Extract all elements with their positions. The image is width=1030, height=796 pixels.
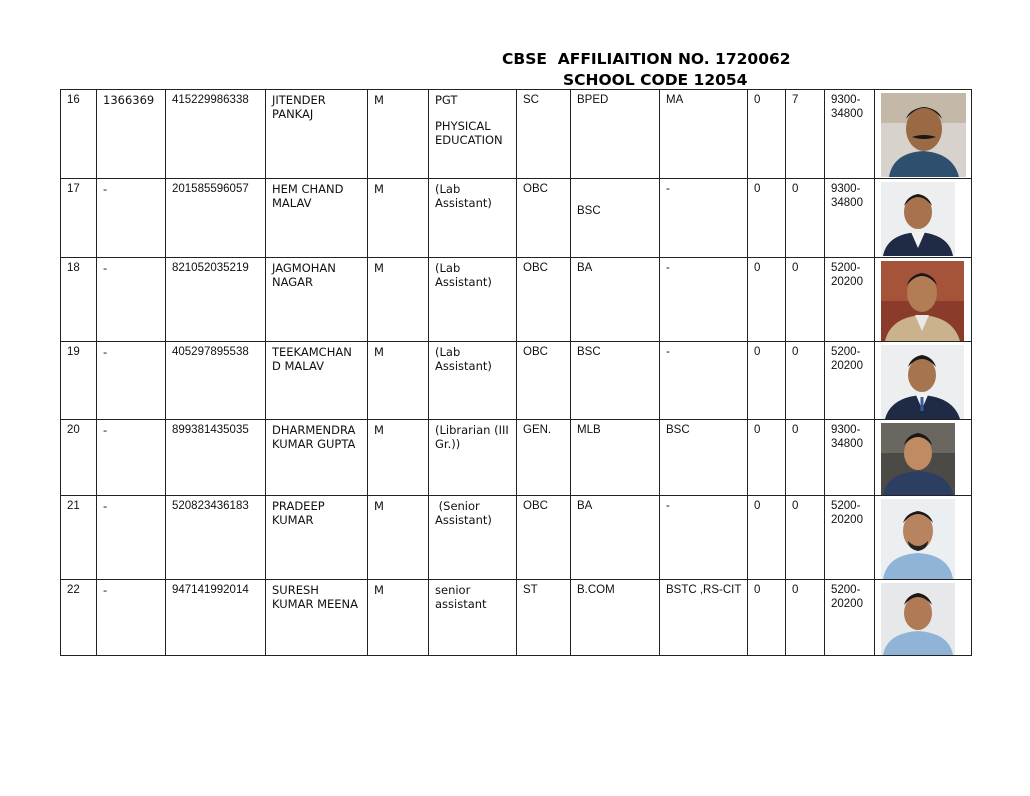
gender: M (368, 258, 429, 342)
employee-code: - (97, 580, 166, 656)
staff-photo-cell (875, 580, 972, 656)
table-row (61, 258, 972, 342)
count-2: 7 (786, 90, 825, 179)
pay-scale: 9300-34800 (825, 90, 875, 179)
pay-scale: 5200-20200 (825, 496, 875, 580)
table-row (61, 580, 972, 656)
pay-scale: 5200-20200 (825, 342, 875, 420)
employee-code: - (97, 179, 166, 258)
staff-photo-cell (875, 420, 972, 496)
staff-name: SURESH KUMAR MEENA (266, 580, 368, 656)
staff-name: PRADEEP KUMAR (266, 496, 368, 580)
staff-photo-cell (875, 90, 972, 179)
serial-number: 16 (61, 90, 97, 179)
count-2: 0 (786, 258, 825, 342)
designation: (Lab Assistant) (429, 342, 517, 420)
table-row (61, 342, 972, 420)
count-1: 0 (748, 342, 786, 420)
staff-photo (881, 182, 955, 256)
aadhaar-number: 947141992014 (166, 580, 266, 656)
aadhaar-number: 520823436183 (166, 496, 266, 580)
count-1: 0 (748, 258, 786, 342)
category: OBC (517, 179, 571, 258)
staff-name: TEEKAMCHAN D MALAV (266, 342, 368, 420)
count-1: 0 (748, 90, 786, 179)
category: SC (517, 90, 571, 179)
qualification-2: - (660, 342, 748, 420)
designation: (Senior Assistant) (429, 496, 517, 580)
staff-name: JITENDER PANKAJ (266, 90, 368, 179)
designation: senior assistant (429, 580, 517, 656)
count-1: 0 (748, 496, 786, 580)
count-1: 0 (748, 580, 786, 656)
staff-photo (881, 423, 955, 495)
affiliation-heading: CBSE AFFILIAITION NO. 1720062 (502, 50, 791, 68)
pay-scale: 9300-34800 (825, 179, 875, 258)
staff-photo-cell (875, 179, 972, 258)
qualification-2: BSC (660, 420, 748, 496)
designation: (Lab Assistant) (429, 258, 517, 342)
serial-number: 22 (61, 580, 97, 656)
staff-photo-cell (875, 342, 972, 420)
designation: (Librarian (III Gr.)) (429, 420, 517, 496)
post-label: PGT (435, 93, 458, 107)
serial-number: 20 (61, 420, 97, 496)
count-1: 0 (748, 420, 786, 496)
staff-photo (881, 261, 964, 341)
gender: M (368, 496, 429, 580)
qualification-1: BA (571, 258, 660, 342)
employee-code: - (97, 420, 166, 496)
staff-photo-cell (875, 496, 972, 580)
table-row (61, 420, 972, 496)
qualification-1: BSC (571, 342, 660, 420)
aadhaar-number: 201585596057 (166, 179, 266, 258)
designation (429, 90, 517, 179)
staff-photo (881, 499, 955, 579)
qualification-2: - (660, 179, 748, 258)
qualification-1: BA (571, 496, 660, 580)
qualification-1: MLB (571, 420, 660, 496)
gender: M (368, 90, 429, 179)
count-2: 0 (786, 342, 825, 420)
staff-photo (881, 583, 955, 655)
school-code-heading: SCHOOL CODE 12054 (563, 71, 748, 89)
aadhaar-number: 899381435035 (166, 420, 266, 496)
aadhaar-number: 821052035219 (166, 258, 266, 342)
table-row (61, 179, 972, 258)
qualification-2: - (660, 496, 748, 580)
category: ST (517, 580, 571, 656)
staff-table (60, 89, 972, 656)
qualification-2: - (660, 258, 748, 342)
pay-scale: 5200-20200 (825, 580, 875, 656)
gender: M (368, 580, 429, 656)
staff-name: HEM CHAND MALAV (266, 179, 368, 258)
staff-name: JAGMOHAN NAGAR (266, 258, 368, 342)
pay-scale: 9300-34800 (825, 420, 875, 496)
count-2: 0 (786, 179, 825, 258)
qualification-1: B.COM (571, 580, 660, 656)
gender: M (368, 342, 429, 420)
serial-number: 18 (61, 258, 97, 342)
qualification-1 (571, 179, 660, 258)
employee-code: - (97, 496, 166, 580)
pay-scale: 5200-20200 (825, 258, 875, 342)
gender: M (368, 420, 429, 496)
category: GEN. (517, 420, 571, 496)
employee-code: 1366369 (97, 90, 166, 179)
count-1: 0 (748, 179, 786, 258)
serial-number: 17 (61, 179, 97, 258)
category: OBC (517, 496, 571, 580)
table-row (61, 90, 972, 179)
designation: (Lab Assistant) (429, 179, 517, 258)
employee-code: - (97, 342, 166, 420)
qualification-1-text: BSC (577, 205, 601, 217)
count-2: 0 (786, 580, 825, 656)
count-2: 0 (786, 420, 825, 496)
staff-photo (881, 93, 966, 177)
serial-number: 19 (61, 342, 97, 420)
category: OBC (517, 258, 571, 342)
subject-label: PHYSICAL EDUCATION (435, 119, 503, 147)
qualification-2: BSTC ,RS-CIT (660, 580, 748, 656)
aadhaar-number: 405297895538 (166, 342, 266, 420)
gender: M (368, 179, 429, 258)
staff-photo (881, 345, 964, 419)
employee-code: - (97, 258, 166, 342)
staff-name: DHARMENDRA KUMAR GUPTA (266, 420, 368, 496)
table-row (61, 496, 972, 580)
qualification-2: MA (660, 90, 748, 179)
staff-photo-cell (875, 258, 972, 342)
aadhaar-number: 415229986338 (166, 90, 266, 179)
count-2: 0 (786, 496, 825, 580)
category: OBC (517, 342, 571, 420)
qualification-1: BPED (571, 90, 660, 179)
serial-number: 21 (61, 496, 97, 580)
